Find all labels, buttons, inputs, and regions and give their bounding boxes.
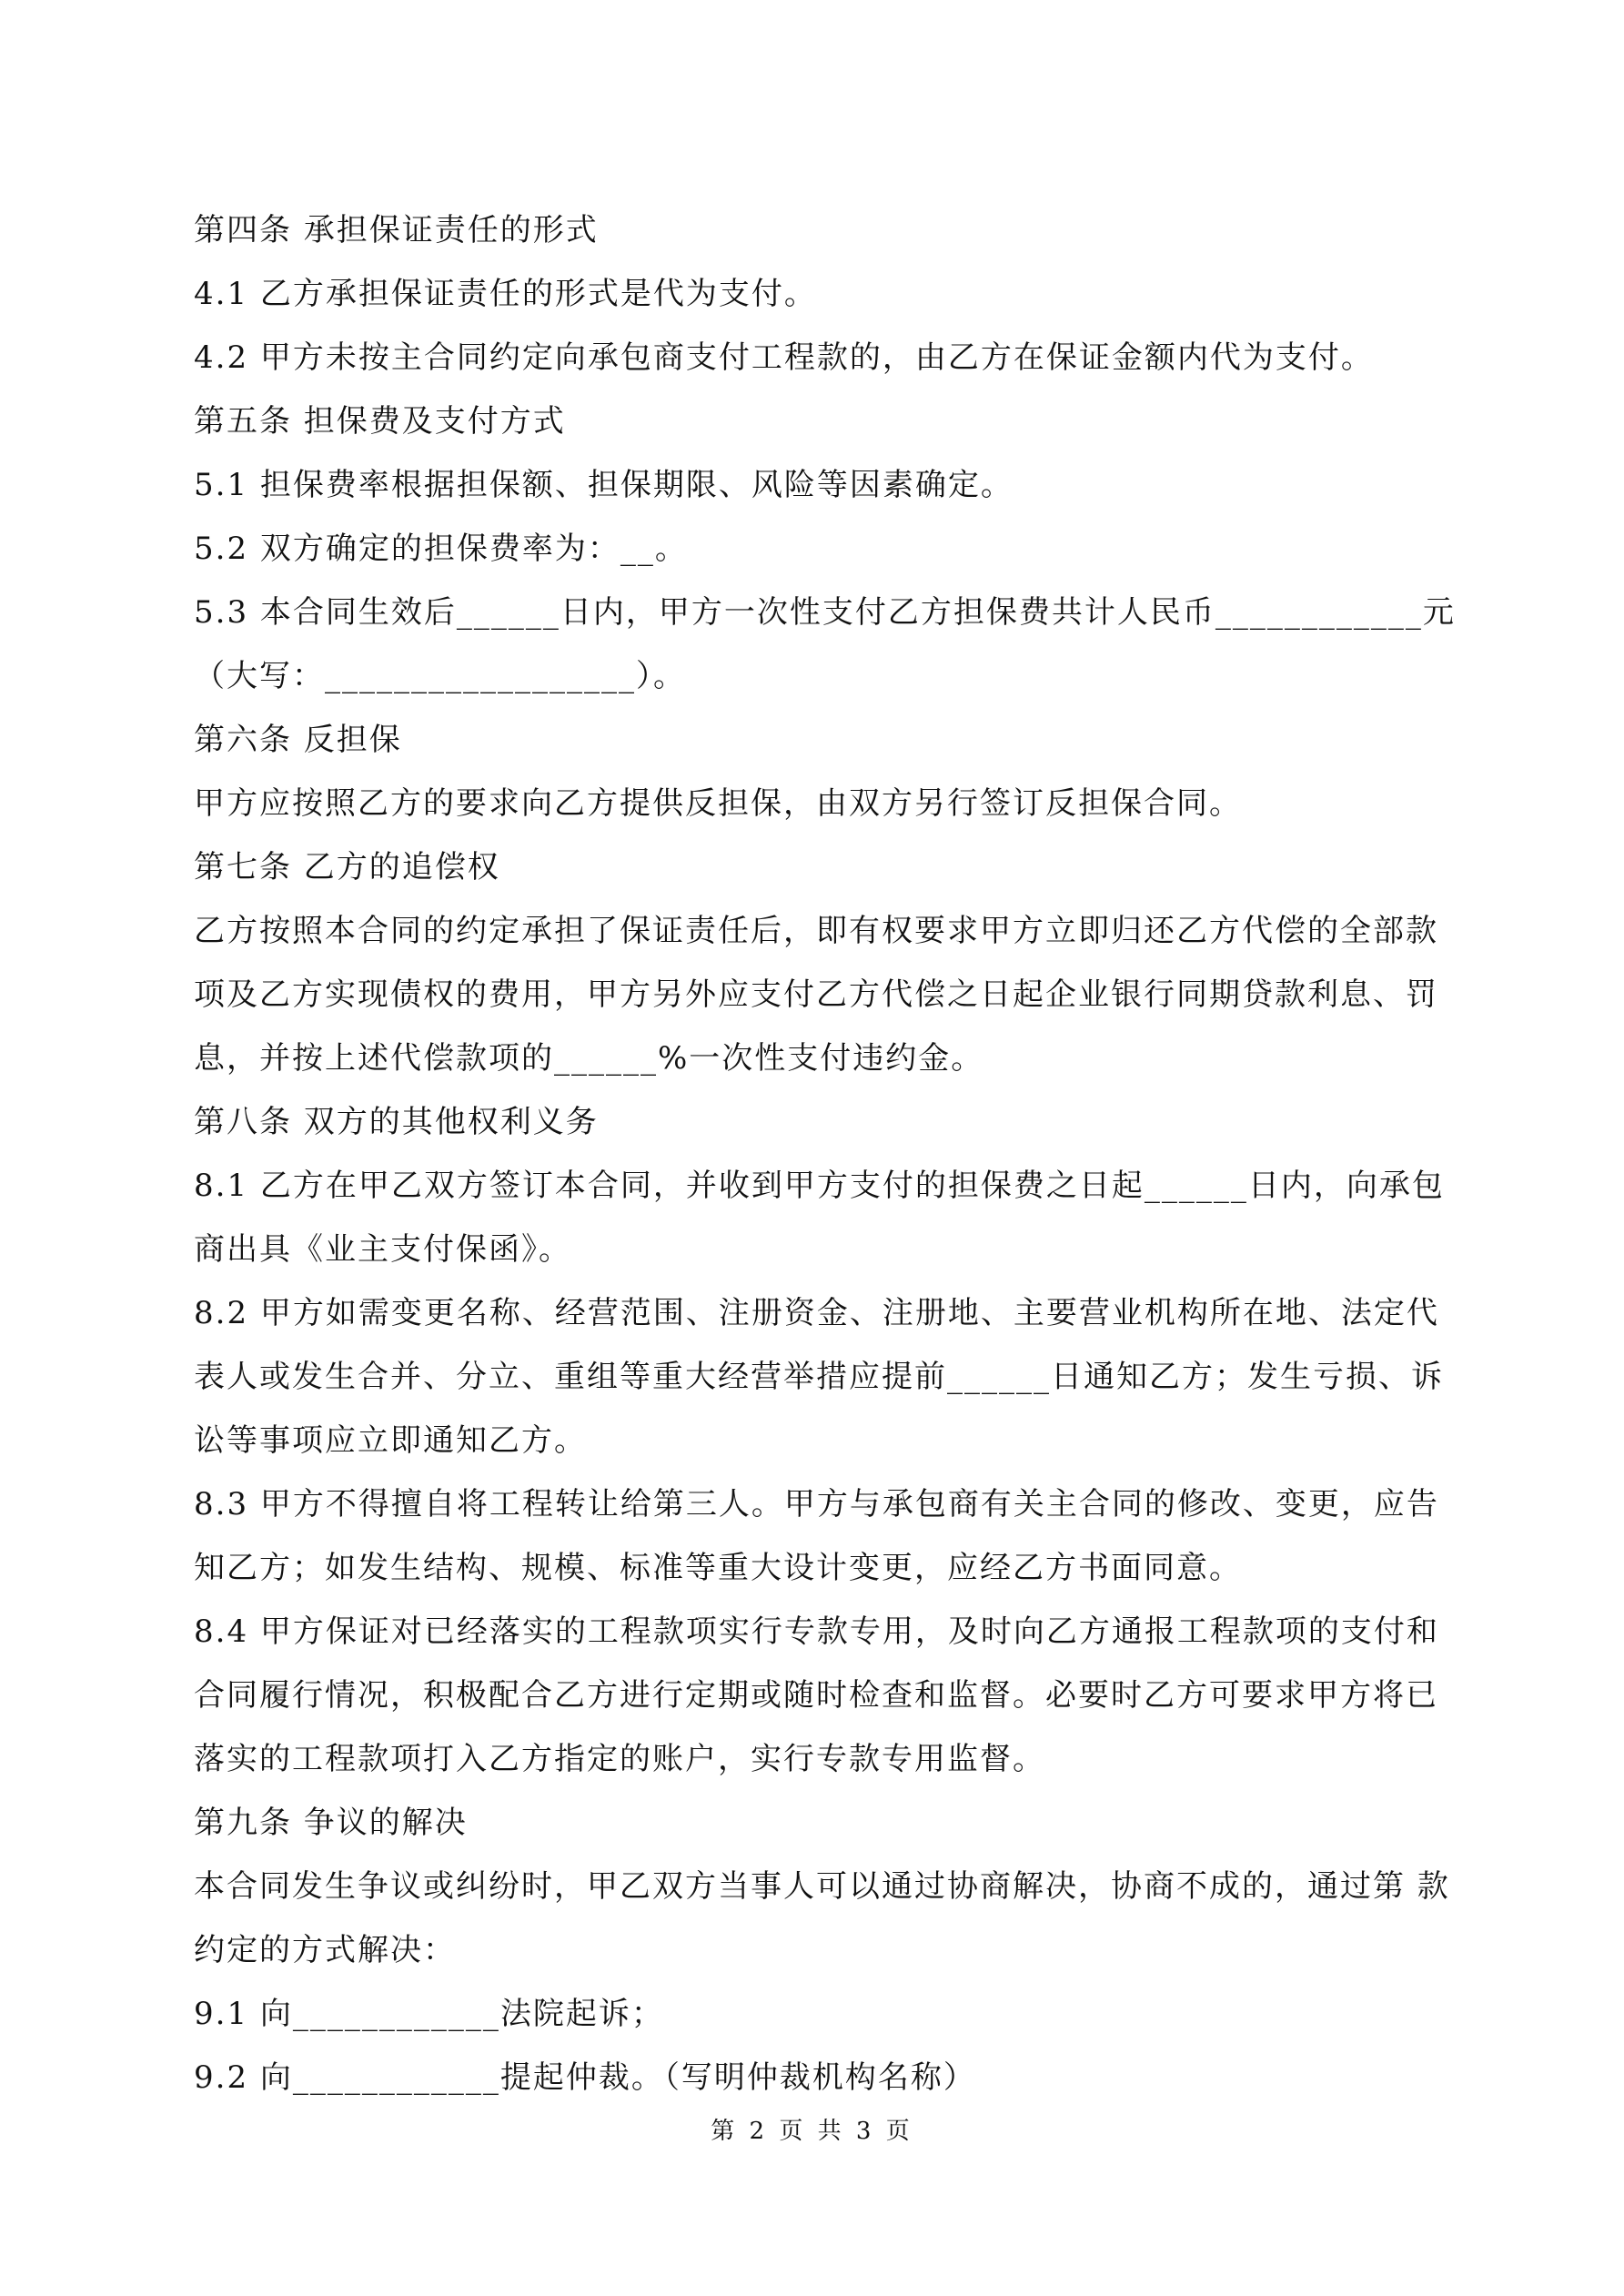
article-7-text-line-3: 息，并按上述代偿款项的______%一次性支付违约金。	[194, 1040, 984, 1077]
clause-8-2-line-3: 讼等事项应立即通知乙方。	[194, 1422, 587, 1459]
clause-5-3-line-2: （大写：__________________）。	[194, 658, 686, 694]
clause-8-4-line-1: 8.4 甲方保证对已经落实的工程款项实行专款专用，及时向乙方通报工程款项的支付和	[194, 1613, 1439, 1650]
clause-8-2-line-1: 8.2 甲方如需变更名称、经营范围、注册资金、注册地、主要营业机构所在地、法定代	[194, 1295, 1439, 1331]
article-7-text-line-2: 项及乙方实现债权的费用，甲方另外应支付乙方代偿之日起企业银行同期贷款利息、罚	[194, 976, 1438, 1013]
clause-5-1: 5.1 担保费率根据担保额、担保期限、风险等因素确定。	[194, 467, 1014, 503]
clause-8-3-line-1: 8.3 甲方不得擅自将工程转让给第三人。甲方与承包商有关主合同的修改、变更，应告	[194, 1486, 1439, 1522]
section-heading-article-4: 第四条 承担保证责任的形式	[194, 212, 599, 248]
article-7-text-line-1: 乙方按照本合同的约定承担了保证责任后，即有权要求甲方立即归还乙方代偿的全部款	[194, 913, 1438, 949]
document-body	[194, 198, 1456, 2109]
section-heading-article-6: 第六条 反担保	[194, 722, 402, 758]
clause-8-4-line-2: 合同履行情况，积极配合乙方进行定期或随时检查和监督。必要时乙方可要求甲方将已	[194, 1677, 1438, 1714]
clause-9-1: 9.1 向____________法院起诉；	[194, 1996, 664, 2032]
section-heading-article-7: 第七条 乙方的追偿权	[194, 849, 500, 885]
clause-4-1: 4.1 乙方承担保证责任的形式是代为支付。	[194, 276, 817, 312]
article-6-text: 甲方应按照乙方的要求向乙方提供反担保，由双方另行签订反担保合同。	[194, 785, 1242, 822]
article-9-text-line-1: 本合同发生争议或纠纷时，甲乙双方当事人可以通过协商解决，协商不成的，通过第 款	[194, 1868, 1450, 1905]
section-heading-article-9: 第九条 争议的解决	[194, 1805, 468, 1841]
clause-8-1-line-2: 商出具《业主支付保函》。	[194, 1231, 571, 1268]
clause-5-3-line-1: 5.3 本合同生效后______日内，甲方一次性支付乙方担保费共计人民币____________元	[194, 594, 1456, 631]
clause-5-2: 5.2 双方确定的担保费率为：__。	[194, 531, 688, 567]
clause-9-2: 9.2 向____________提起仲裁。（写明仲裁机构名称）	[194, 2059, 976, 2096]
clause-8-4-line-3: 落实的工程款项打入乙方指定的账户，实行专款专用监督。	[194, 1741, 1045, 1777]
section-heading-article-5: 第五条 担保费及支付方式	[194, 403, 566, 440]
article-9-text-line-2: 约定的方式解决：	[194, 1932, 456, 1968]
page-number-footer: 第 2 页 共 3 页	[711, 2118, 913, 2145]
clause-8-2-line-2: 表人或发生合并、分立、重组等重大经营举措应提前______日通知乙方；发生亏损、诉	[194, 1359, 1444, 1395]
section-heading-article-8: 第八条 双方的其他权利义务	[194, 1104, 599, 1140]
clause-8-1-line-1: 8.1 乙方在甲乙双方签订本合同，并收到甲方支付的担保费之日起______日内，向承包	[194, 1168, 1445, 1204]
clause-8-3-line-2: 知乙方；如发生结构、规模、标准等重大设计变更，应经乙方书面同意。	[194, 1550, 1242, 1586]
clause-4-2: 4.2 甲方未按主合同约定向承包商支付工程款的，由乙方在保证金额内代为支付。	[194, 339, 1374, 376]
